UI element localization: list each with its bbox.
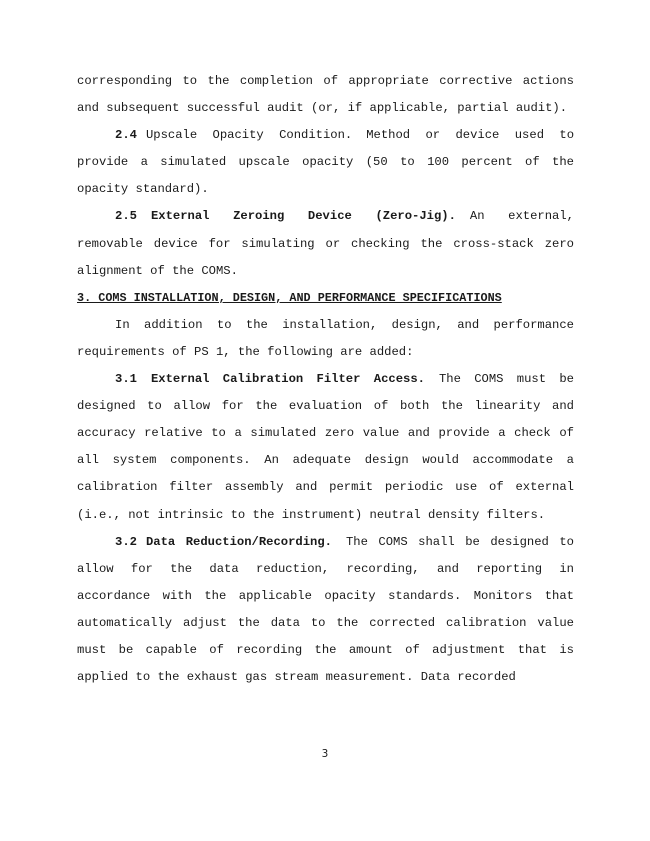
section-title: Upscale Opacity Condition. (145, 128, 353, 143)
section-title: Data Reduction/Recording. (145, 534, 332, 549)
paragraph-intro (77, 312, 574, 366)
paragraph-text: Method or device used to provide a simulated upscale opacity (50 to 100 percent of the opacity standard). (77, 128, 575, 197)
section-number: 2.5 (115, 209, 137, 224)
paragraph-2-4 (77, 122, 574, 203)
paragraph-continuation (77, 68, 574, 122)
section-number: 3.2 (115, 534, 137, 549)
section-title: External Zeroing Device (Zero-Jig). (150, 209, 456, 224)
section-number: 3.1 (115, 372, 137, 387)
section-title: External Calibration Filter Access. (150, 372, 425, 387)
paragraph-text: An external, removable device for simulating or checking the cross-stack zero alignment of the COMS. (77, 209, 574, 278)
section-heading: 3. COMS INSTALLATION, DESIGN, AND PERFORMANCE SPECIFICATIONS (77, 290, 502, 305)
paragraph-text: The COMS shall be designed to allow for the data reduction, recording, and reporting in accordance with the applicable opacity standards. Monitors that automatically adjust the data to the corrected calibration value must be capable of recording the amount of adjustment that is applied to the exhaust gas stream measurement. Data recorded (77, 534, 574, 685)
paragraph-text: The COMS must be designed to allow for the evaluation of both the linearity and accuracy relative to a simulated zero value and provide a check of all system components. An adequate design would accommodate a calibration filter assembly and permit periodic use of external (i.e., not intrinsic to the instrument) neutral density filters. (77, 372, 574, 522)
body-text (77, 68, 574, 691)
paragraph-3-1 (77, 366, 574, 529)
paragraph-text: In addition to the installation, design, and performance requirements of PS 1, the following are added: (77, 317, 574, 359)
paragraph-3-2 (77, 529, 574, 692)
section-number: 2.4 (115, 128, 137, 143)
paragraph-text: corresponding to the completion of appropriate corrective actions and subsequent successful audit (or, if applicable, partial audit). (77, 74, 574, 116)
paragraph-2-5 (77, 203, 574, 284)
page-number: 3 (321, 748, 329, 760)
